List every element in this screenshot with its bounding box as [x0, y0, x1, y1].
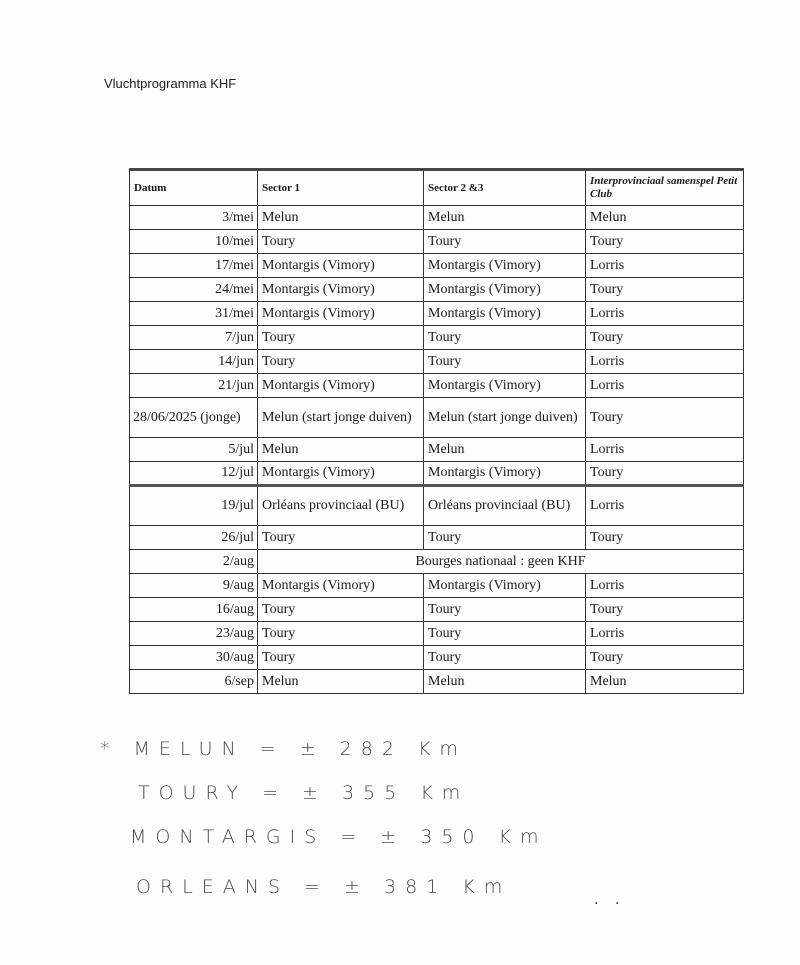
row-interprov: Lorris — [586, 622, 744, 646]
note-melun-distance: * MELUN = ± 282 Km — [100, 738, 467, 760]
row-date: 3/mei — [130, 206, 258, 230]
table-row — [130, 462, 744, 486]
row-sector-2-3: Toury — [424, 350, 586, 374]
header-sector-2-3: Sector 2 &3 — [424, 170, 586, 206]
table-row — [130, 374, 744, 398]
row-date: 21/jun — [130, 374, 258, 398]
row-date: 31/mei — [130, 302, 258, 326]
table-row — [130, 254, 744, 278]
row-sector-1: Montargis (Vimory) — [258, 302, 424, 326]
row-sector-1: Montargis (Vimory) — [258, 254, 424, 278]
table-row — [130, 598, 744, 622]
row-date: 12/jul — [130, 462, 258, 486]
row-date: 6/sep — [130, 670, 258, 694]
row-date: 28/06/2025 (jonge) — [130, 398, 258, 438]
header-sector-1: Sector 1 — [258, 170, 424, 206]
table-row — [130, 438, 744, 462]
row-interprov: Toury — [586, 326, 744, 350]
row-sector-2-3: Melun (start jonge duiven) — [424, 398, 586, 438]
table-row — [130, 670, 744, 694]
table-row — [130, 302, 744, 326]
row-date: 23/aug — [130, 622, 258, 646]
row-sector-2-3: Orléans provinciaal (BU) — [424, 486, 586, 526]
table-row — [130, 550, 744, 574]
table-row — [130, 646, 744, 670]
row-interprov: Toury — [586, 230, 744, 254]
table-row — [130, 230, 744, 254]
row-sector-2-3: Montargis (Vimory) — [424, 254, 586, 278]
row-sector-1: Toury — [258, 598, 424, 622]
row-sector-1: Melun (start jonge duiven) — [258, 398, 424, 438]
row-sector-2-3: Toury — [424, 230, 586, 254]
header-date: Datum — [130, 170, 258, 206]
row-interprov: Lorris — [586, 302, 744, 326]
row-date: 10/mei — [130, 230, 258, 254]
row-interprov: Toury — [586, 462, 744, 486]
table-row — [130, 278, 744, 302]
row-date: 9/aug — [130, 574, 258, 598]
row-interprov: Toury — [586, 278, 744, 302]
table-row — [130, 486, 744, 526]
row-date: 5/jul — [130, 438, 258, 462]
table-row — [130, 526, 744, 550]
row-sector-1: Toury — [258, 230, 424, 254]
row-sector-1: Montargis (Vimory) — [258, 374, 424, 398]
row-sector-2-3: Toury — [424, 526, 586, 550]
row-date: 17/mei — [130, 254, 258, 278]
table-header-row — [130, 170, 744, 206]
row-sector-1: Toury — [258, 622, 424, 646]
row-sector-2-3: Toury — [424, 326, 586, 350]
table-row — [130, 326, 744, 350]
note-toury-distance: TOURY = ± 355 Km — [138, 782, 470, 804]
row-date: 7/jun — [130, 326, 258, 350]
row-interprov: Lorris — [586, 574, 744, 598]
row-date: 19/jul — [130, 486, 258, 526]
row-interprov: Lorris — [586, 254, 744, 278]
row-date: 2/aug — [130, 550, 258, 574]
row-sector-2-3: Montargis (Vimory) — [424, 302, 586, 326]
row-date: 30/aug — [130, 646, 258, 670]
row-interprov: Melun — [586, 206, 744, 230]
row-sector-2-3: Montargis (Vimory) — [424, 374, 586, 398]
row-interprov: Toury — [586, 598, 744, 622]
row-sector-2-3: Toury — [424, 598, 586, 622]
row-sector-2-3: Melun — [424, 670, 586, 694]
row-interprov: Toury — [586, 646, 744, 670]
row-sector-2-3: Montargis (Vimory) — [424, 574, 586, 598]
row-interprov: Toury — [586, 526, 744, 550]
row-interprov: Melun — [586, 670, 744, 694]
row-sector-1: Toury — [258, 646, 424, 670]
table-row — [130, 398, 744, 438]
note-orleans-distance: ORLEANS = ± 381 Km — [136, 876, 512, 898]
row-interprov: Lorris — [586, 486, 744, 526]
row-sector-1: Orléans provinciaal (BU) — [258, 486, 424, 526]
row-sector-2-3: Montargis (Vimory) — [424, 462, 586, 486]
row-interprov: Lorris — [586, 438, 744, 462]
row-date: 24/mei — [130, 278, 258, 302]
flight-schedule-table — [129, 168, 744, 694]
row-sector-1: Toury — [258, 350, 424, 374]
row-sector-1: Montargis (Vimory) — [258, 574, 424, 598]
table-row — [130, 574, 744, 598]
row-sector-1: Melun — [258, 206, 424, 230]
table-row — [130, 622, 744, 646]
note-montargis-distance: MONTARGIS = ± 350 Km — [130, 826, 548, 848]
row-interprov: Lorris — [586, 350, 744, 374]
row-sector-1: Montargis (Vimory) — [258, 278, 424, 302]
row-sector-1: Toury — [258, 526, 424, 550]
row-interprov: Lorris — [586, 374, 744, 398]
row-sector-1: Melun — [258, 670, 424, 694]
row-merged-note: Bourges nationaal : geen KHF — [258, 550, 744, 574]
row-date: 26/jul — [130, 526, 258, 550]
row-date: 14/jun — [130, 350, 258, 374]
row-sector-2-3: Toury — [424, 646, 586, 670]
row-sector-1: Montargis (Vimory) — [258, 462, 424, 486]
row-interprov: Toury — [586, 398, 744, 438]
row-sector-2-3: Melun — [424, 206, 586, 230]
row-date: 16/aug — [130, 598, 258, 622]
row-sector-1: Toury — [258, 326, 424, 350]
document-title: Vluchtprogramma KHF — [104, 76, 237, 91]
row-sector-2-3: Montargis (Vimory) — [424, 278, 586, 302]
row-sector-1: Melun — [258, 438, 424, 462]
table-row — [130, 350, 744, 374]
table-row — [130, 206, 744, 230]
row-sector-2-3: Melun — [424, 438, 586, 462]
header-interprovinciaal: Interprovinciaal samenspel Petit Club — [586, 170, 744, 206]
row-sector-2-3: Toury — [424, 622, 586, 646]
stray-marks: . . — [594, 892, 626, 908]
